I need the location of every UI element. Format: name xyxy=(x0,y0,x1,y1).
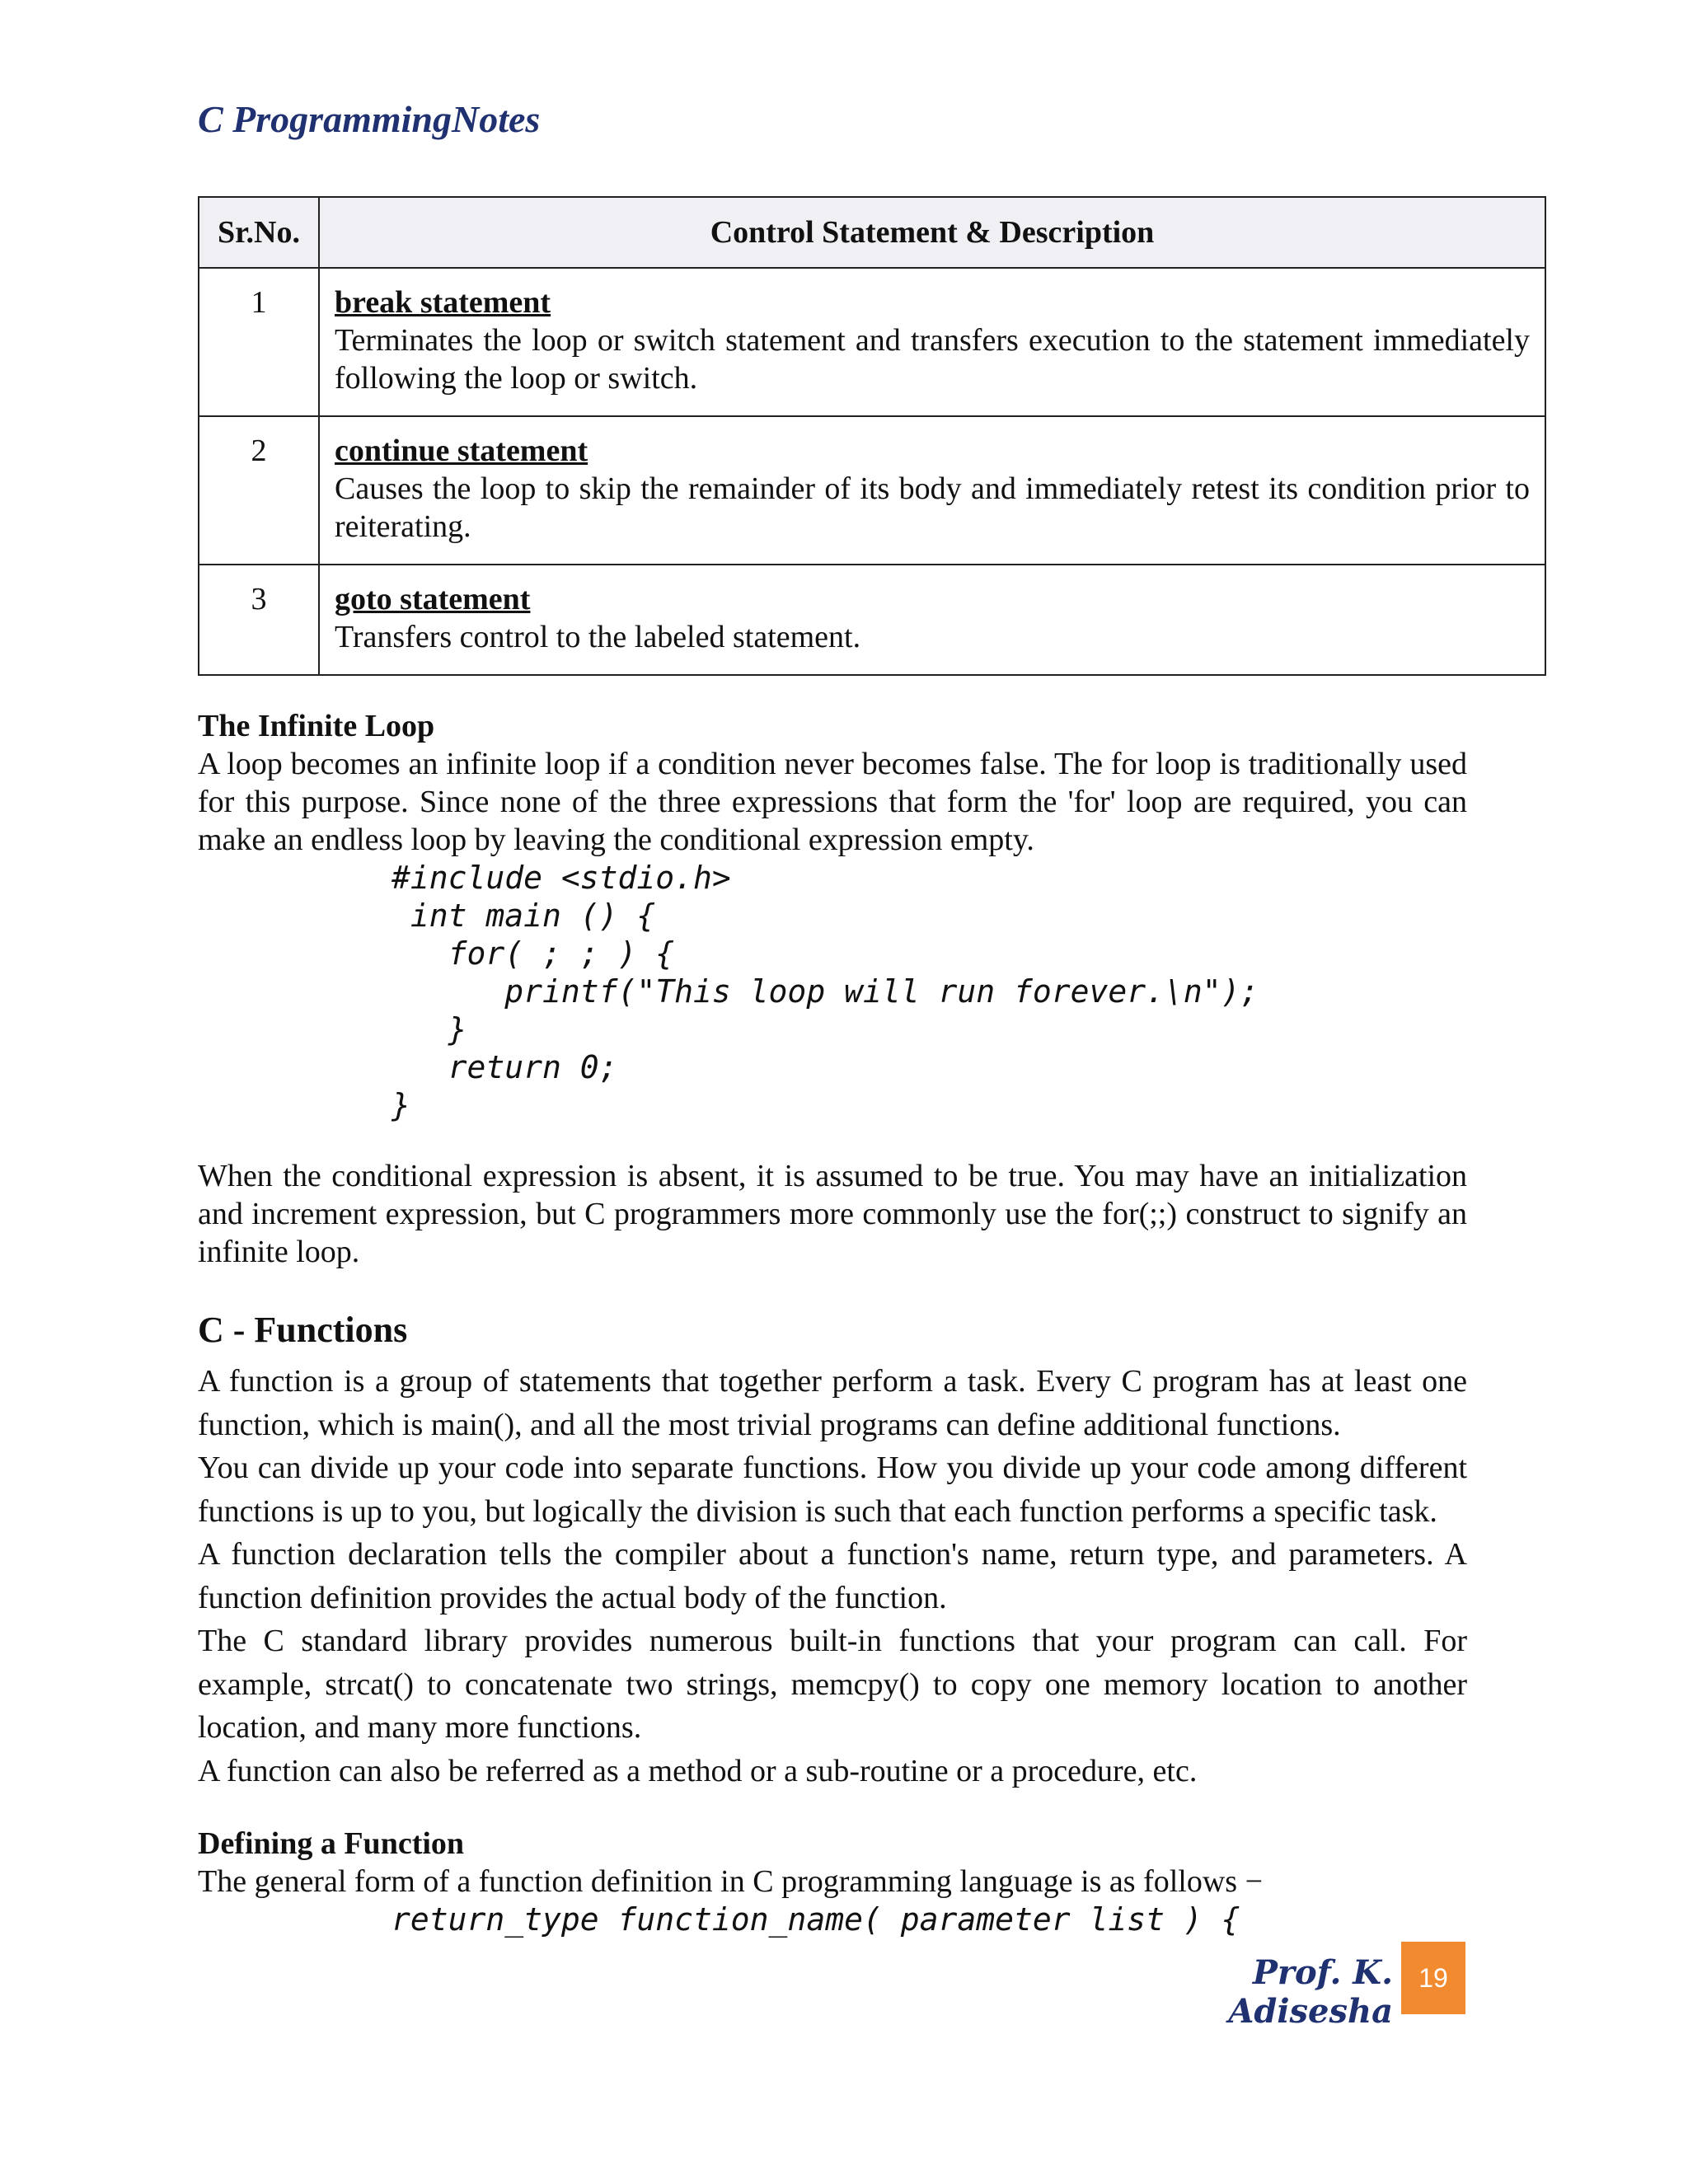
table-row xyxy=(199,268,1545,416)
running-title: C ProgrammingNotes xyxy=(198,98,541,140)
function-definition-code: return_type function_name( parameter list ) { xyxy=(392,1901,1240,1938)
infinite-loop-section xyxy=(198,707,1467,859)
statement-description: Terminates the loop or switch statement and transfers execution to the statement immediately following the loop or switch. xyxy=(335,323,1530,396)
row-description-cell xyxy=(319,565,1545,675)
statement-description: Causes the loop to skip the remainder of its body and immediately retest its condition prior to reiterating. xyxy=(335,471,1530,544)
functions-body xyxy=(198,1360,1467,1793)
infinite-loop-explanation: When the conditional expression is absent, it is assumed to be true. You may have an initialization and increment expression, but C programmers more commonly use the for(;;) construct to signify an infinite loop. xyxy=(198,1159,1467,1269)
infinite-loop-code: #include <stdio.h> int main () { for( ; ; ) { printf("This loop will run forever.\n"); } return 0; } xyxy=(392,860,1259,1123)
functions-paragraph: A function can also be referred as a method or a sub-routine or a procedure, etc. xyxy=(198,1753,1198,1788)
functions-paragraph: A function declaration tells the compiler about a function's name, return type, and parameters. A function definition provides the actual body of the function. xyxy=(198,1537,1467,1615)
defining-function-intro: The general form of a function definition in C programming language is as follows − xyxy=(198,1864,1263,1899)
row-description-cell xyxy=(319,416,1545,565)
table-header-row xyxy=(199,197,1545,268)
row-number: 1 xyxy=(199,268,319,416)
defining-function-heading: Defining a Function xyxy=(198,1826,465,1861)
control-statements-table xyxy=(198,196,1546,676)
row-number: 3 xyxy=(199,565,319,675)
footer-author: Prof. K. Adisesha xyxy=(1228,1953,1393,2031)
column-header-srno: Sr.No. xyxy=(199,197,319,268)
statement-name: break statement xyxy=(335,285,551,320)
page-number-badge: 19 xyxy=(1401,1942,1465,2014)
row-number: 2 xyxy=(199,416,319,565)
infinite-loop-heading: The Infinite Loop xyxy=(198,709,435,743)
statement-name: continue statement xyxy=(335,434,588,468)
table-row xyxy=(199,416,1545,565)
functions-paragraph: You can divide up your code into separate functions. How you divide up your code among different functions is up to you, but logically the division is such that each function performs a specific task. xyxy=(198,1451,1467,1529)
column-header-description: Control Statement & Description xyxy=(319,197,1545,268)
statement-description: Transfers control to the labeled statement. xyxy=(335,620,861,654)
infinite-loop-intro: A loop becomes an infinite loop if a condition never becomes false. The for loop is traditionally used for this purpose. Since none of the three expressions that form the 'for' loop are required, you can make an endless loop by leaving the conditional expression empty. xyxy=(198,747,1467,857)
functions-paragraph: A function is a group of statements that together perform a task. Every C program has at least one function, which is main(), and all the most trivial programs can define additional functions. xyxy=(198,1364,1467,1442)
row-description-cell xyxy=(319,268,1545,416)
functions-paragraph: The C standard library provides numerous built-in functions that your program can call. For example, strcat() to concatenate two strings, memcpy() to copy one memory location to another location, and many more functions. xyxy=(198,1624,1467,1745)
table-row xyxy=(199,565,1545,675)
functions-section-title: C - Functions xyxy=(198,1310,408,1350)
statement-name: goto statement xyxy=(335,582,531,616)
defining-function-section xyxy=(198,1825,1467,1900)
